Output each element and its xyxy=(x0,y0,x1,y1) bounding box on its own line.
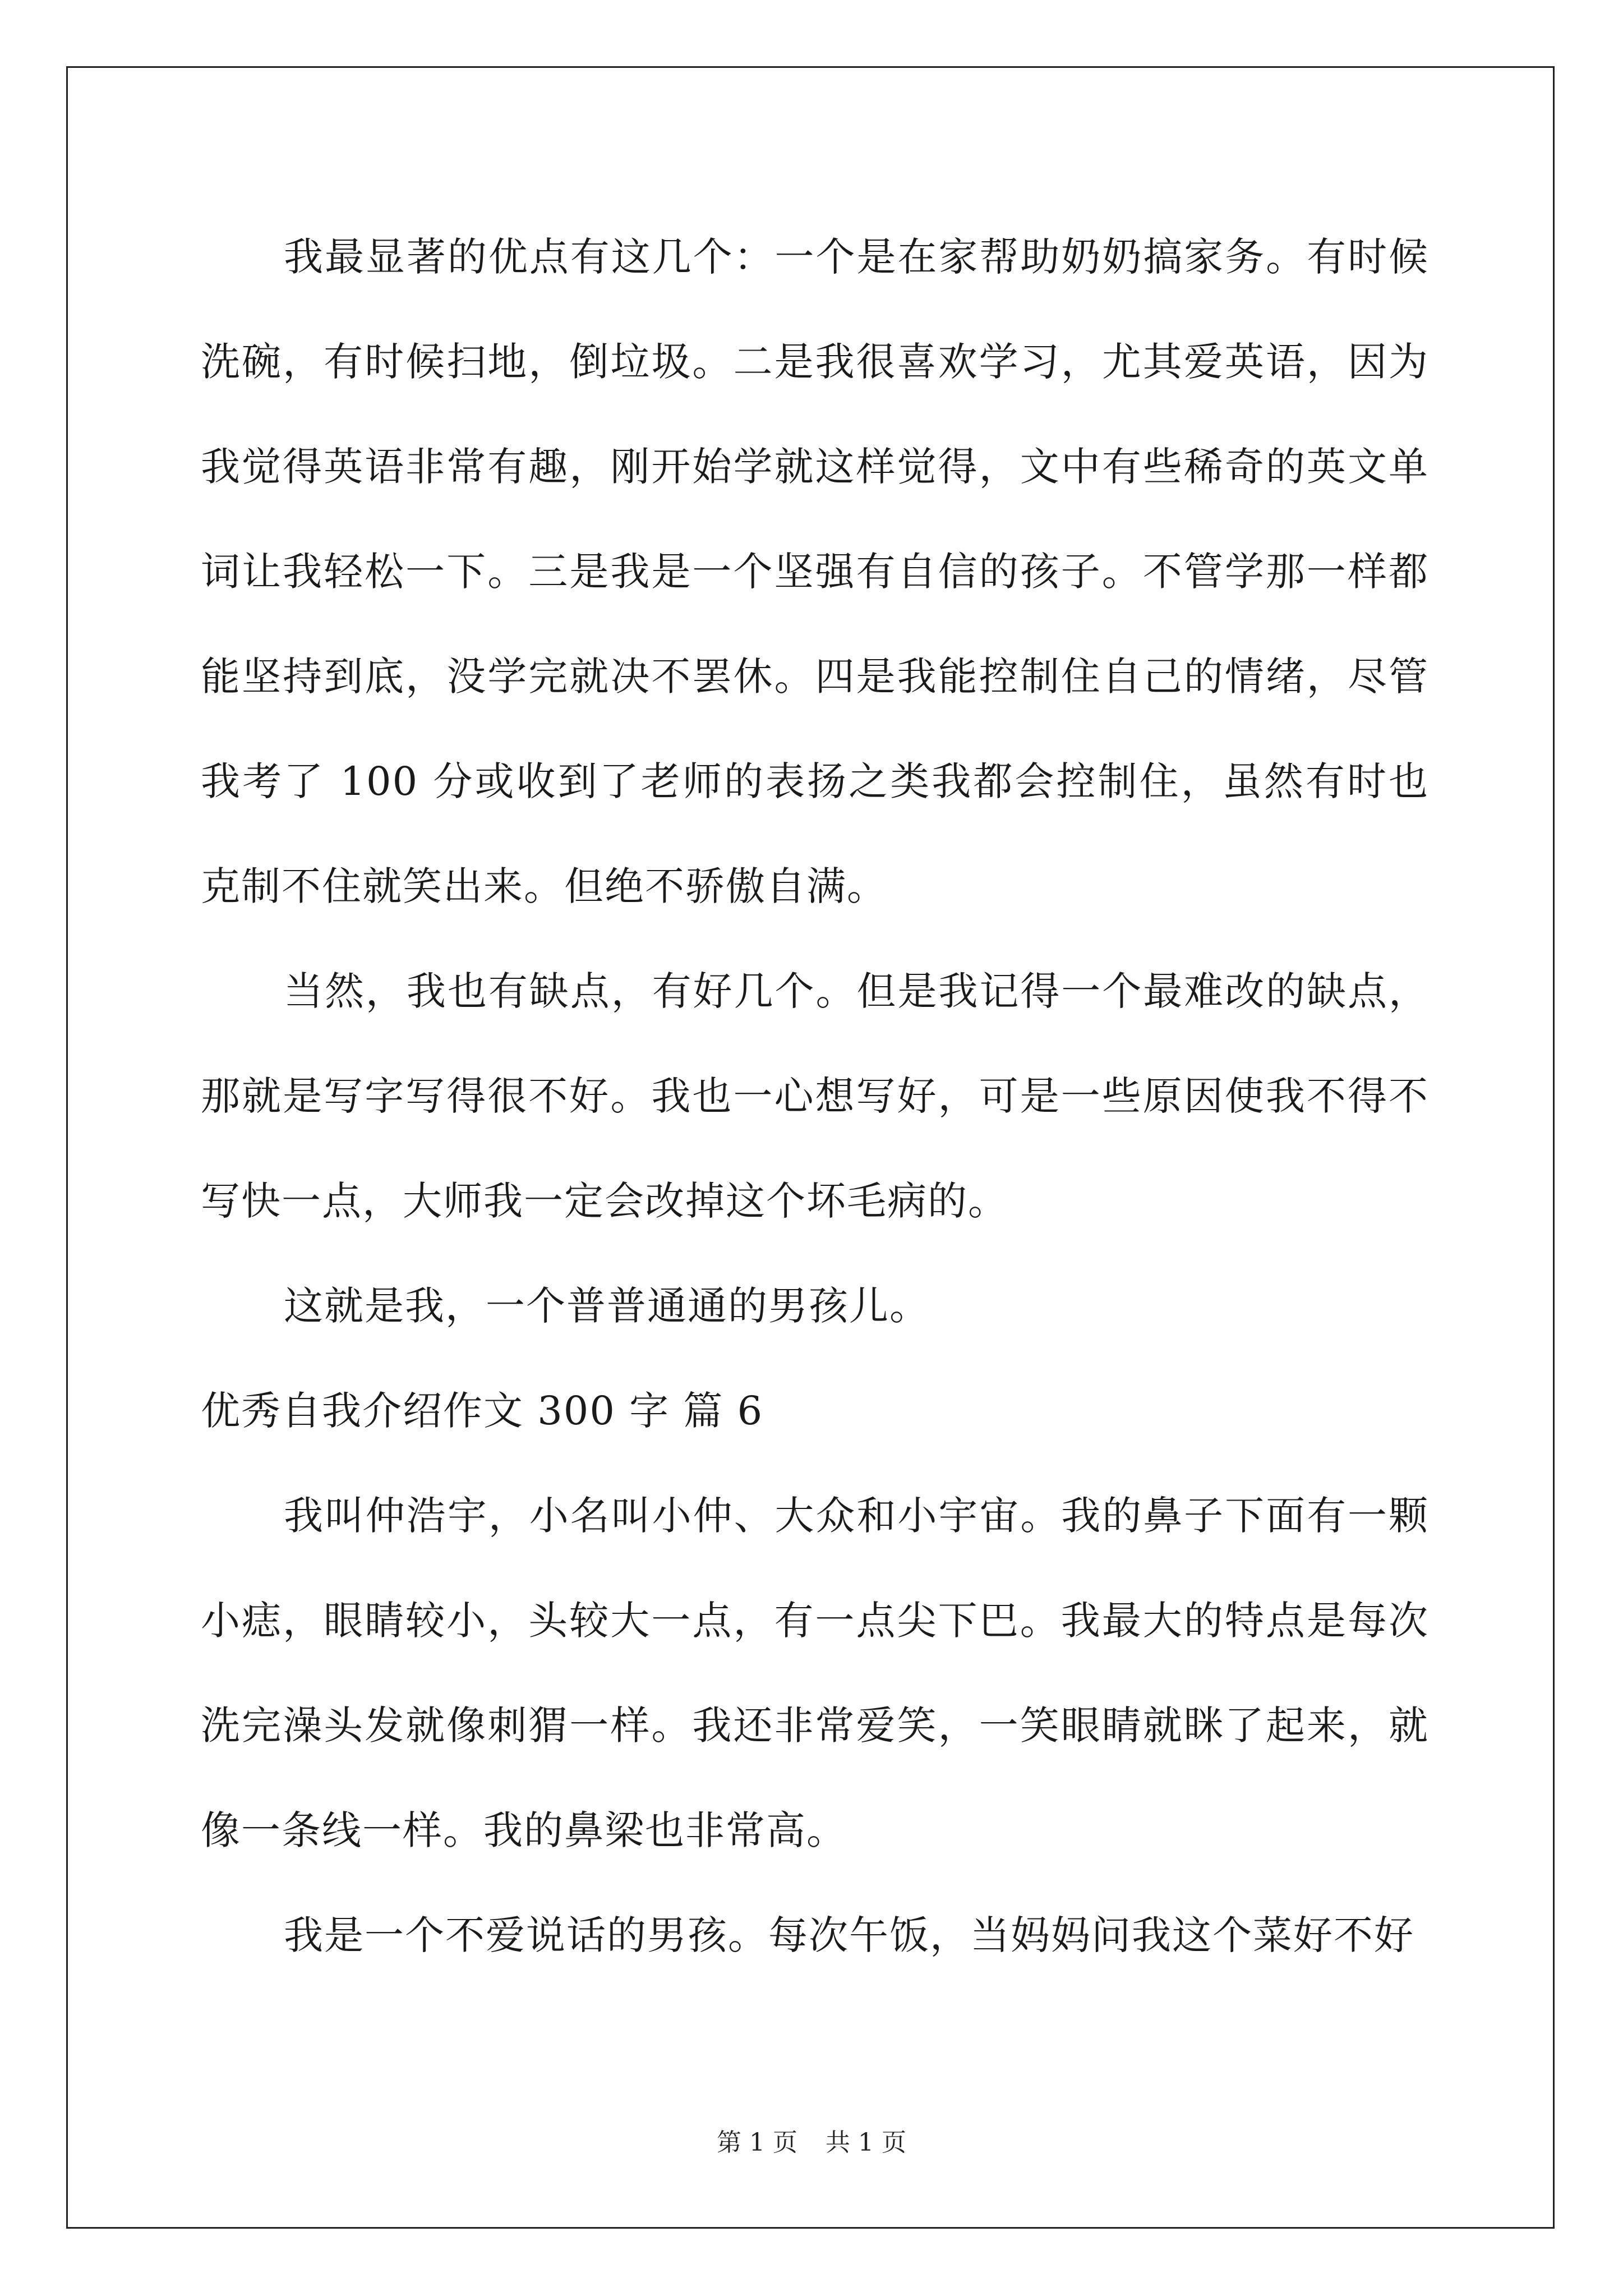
page-total: 共 1 页 xyxy=(826,2128,906,2157)
page-footer xyxy=(0,2126,1623,2160)
paragraph-conclusion: 这就是我，一个普普通通的男孩儿。 xyxy=(284,1283,930,1329)
paragraph-strengths: 我最显著的优点有这几个：一个是在家帮助奶奶搞家务。有时候洗碗，有时候扫地，倒垃圾。二是我很喜欢学习，尤其爱英语，因为我觉得英语非常有趣，刚开始学就这样觉得，文中有些稀奇的英文单词让我轻松一下。三是我是一个坚强有自信的孩子。不管学那一样都能坚持到底，没学完就决不罢休。四是我能控制住自己的情绪，尽管我考了 100 分或收到了老师的表扬之类我都会控制住，虽然有时也克制不住就笑出来。但绝不骄傲自满。 xyxy=(201,234,1429,909)
paragraph-weaknesses: 当然，我也有缺点，有好几个。但是我记得一个最难改的缺点，那就是写字写得很不好。我也一心想写好，可是一些原因使我不得不写快一点，大师我一定会改掉这个坏毛病的。 xyxy=(201,968,1429,1224)
section-heading: 优秀自我介绍作文 300 字 篇 6 xyxy=(201,1388,764,1434)
paragraph-personality: 我是一个不爱说话的男孩。每次午饭，当妈妈问我这个菜好不好 xyxy=(284,1912,1414,1958)
document-body xyxy=(201,205,1429,1988)
paragraph-appearance: 我叫仲浩宇，小名叫小仲、大众和小宇宙。我的鼻子下面有一颗小痣，眼睛较小，头较大一点，有一点尖下巴。我最大的特点是每次洗完澡头发就像刺猬一样。我还非常爱笑，一笑眼睛就眯了起来，就像一条线一样。我的鼻梁也非常高。 xyxy=(201,1493,1429,1853)
page-number: 第 1 页 xyxy=(717,2128,797,2157)
